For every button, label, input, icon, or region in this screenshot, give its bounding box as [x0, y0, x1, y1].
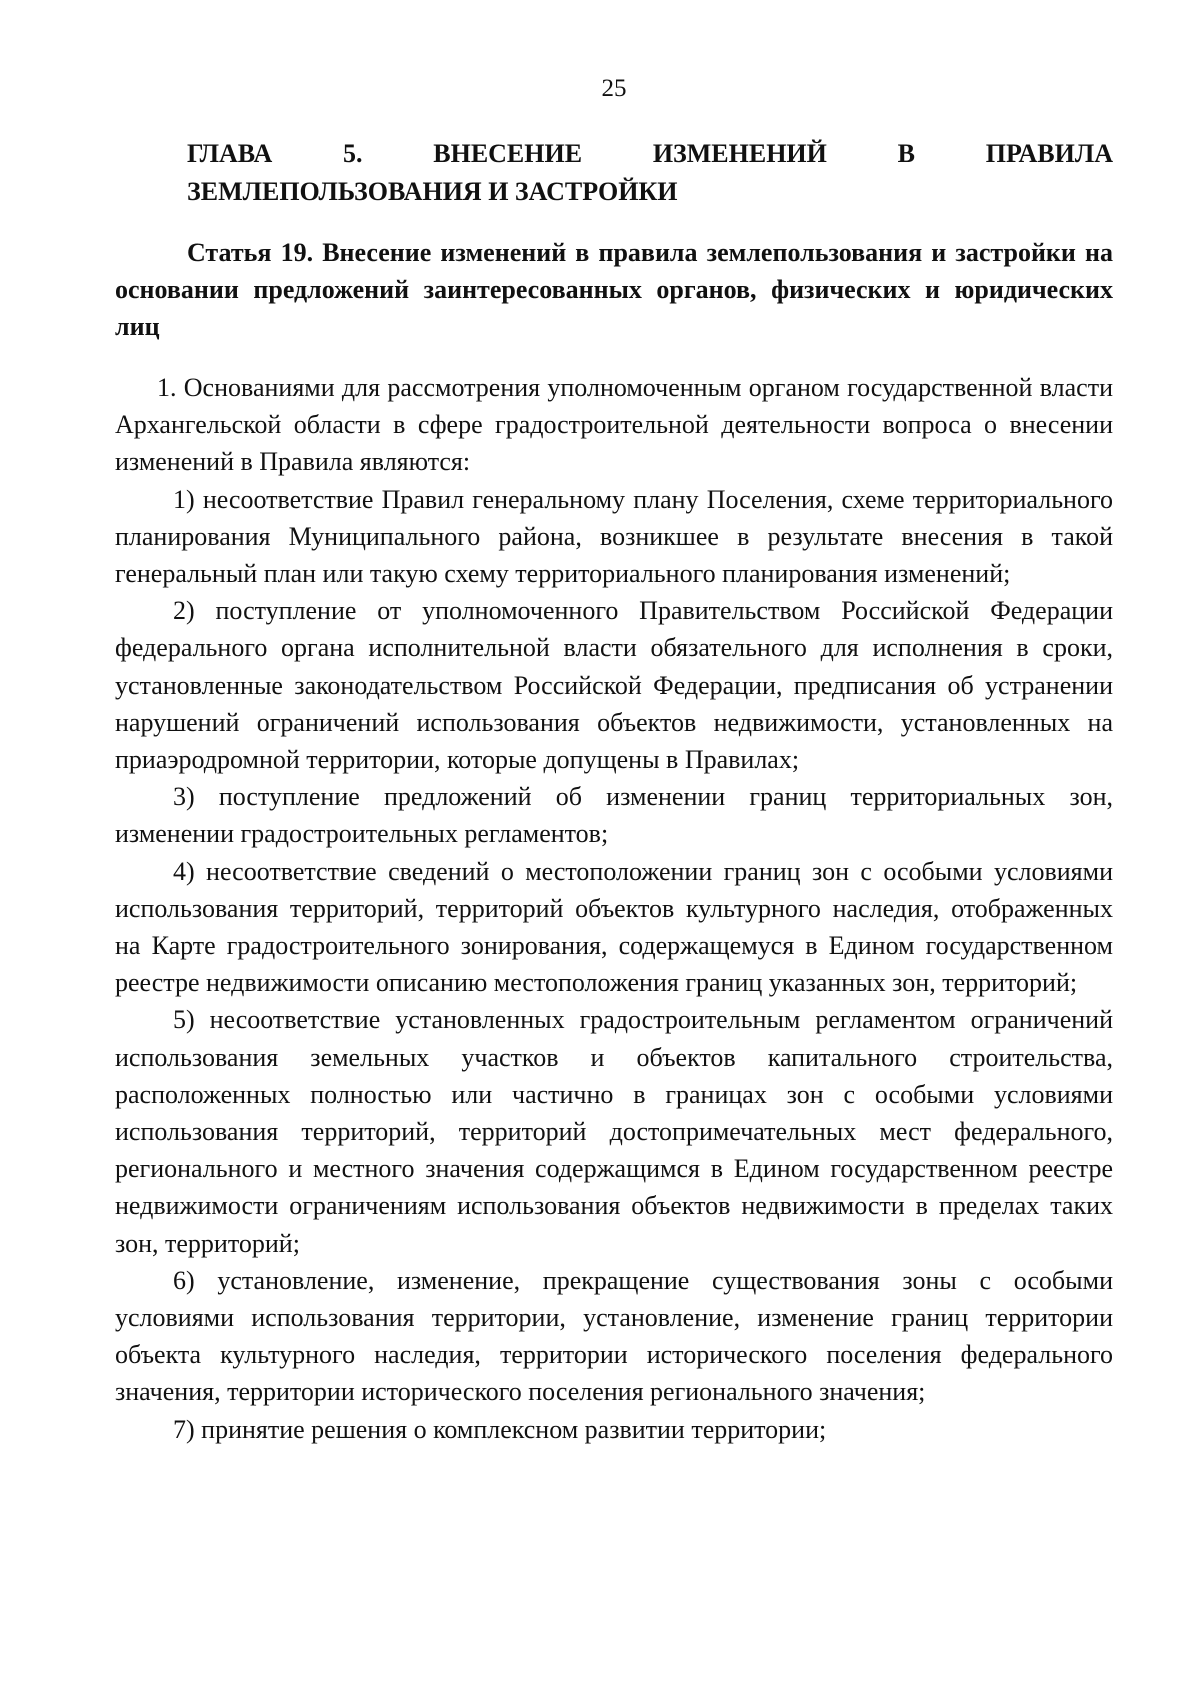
- paragraph-intro: 1. Основаниями для рассмотрения уполномоченным органом государственной власти Архангельской области в сфере градостроительной деятельности вопроса о внесении изменений в Правила являются:: [115, 373, 1113, 477]
- article-title: Статья 19. Внесение изменений в правила землепользования и застройки на основании предложений заинтересованных органов, физических и юридических лиц: [115, 238, 1113, 341]
- list-item: 7) принятие решения о комплексном развитии территории;: [173, 1414, 827, 1444]
- list-item: 5) несоответствие установленных градостроительным регламентом ограничений использования земельных участков и объектов капитального строительства, расположенных полностью или частично в границах зон с особыми условиями использования территорий, территорий достопримечательных мест федерального, регионального и местного значения содержащимся в Едином государственном реестре недвижимости ограничениям использования объектов недвижимости в пределах таких зон, территорий;: [115, 1005, 1113, 1258]
- list-item: 3) поступление предложений об изменении границ территориальных зон, изменении градостроительных регламентов;: [115, 782, 1113, 849]
- list-item: 1) несоответствие Правил генеральному плану Поселения, схеме территориального планирования Муниципального района, возникшее в результате внесения в такой генеральный план или такую схему территориального планирования изменений;: [115, 484, 1113, 589]
- chapter-title-line1: ГЛАВА 5. ВНЕСЕНИЕ ИЗМЕНЕНИЙ В ПРАВИЛА: [187, 139, 1113, 168]
- list-item: 4) несоответствие сведений о местоположении границ зон с особыми условиями использования территорий, территорий объектов культурного наследия, отображенных на Карте градостроительного зонирования, содержащемуся в Едином государственном реестре недвижимости описанию местоположения границ указанных зон, территорий;: [115, 856, 1113, 998]
- chapter-title: [115, 135, 1113, 211]
- page-number: 25: [601, 75, 627, 102]
- chapter-title-line2: ЗЕМЛЕПОЛЬЗОВАНИЯ И ЗАСТРОЙКИ: [187, 177, 678, 206]
- list-item: 6) установление, изменение, прекращение существования зоны с особыми условиями использования территории, установление, изменение границ территории объекта культурного наследия, территории исторического поселения федерального значения, территории исторического поселения регионального значения;: [115, 1265, 1113, 1407]
- article-body: [115, 369, 1113, 1448]
- list-item: 2) поступление от уполномоченного Правительством Российской Федерации федерального органа исполнительной власти обязательного для исполнения в сроки, установленные законодательством Российской Федерации, предписания об устранении нарушений ограничений использования объектов недвижимости, установленных на приаэродромной территории, которые допущены в Правилах;: [115, 596, 1113, 775]
